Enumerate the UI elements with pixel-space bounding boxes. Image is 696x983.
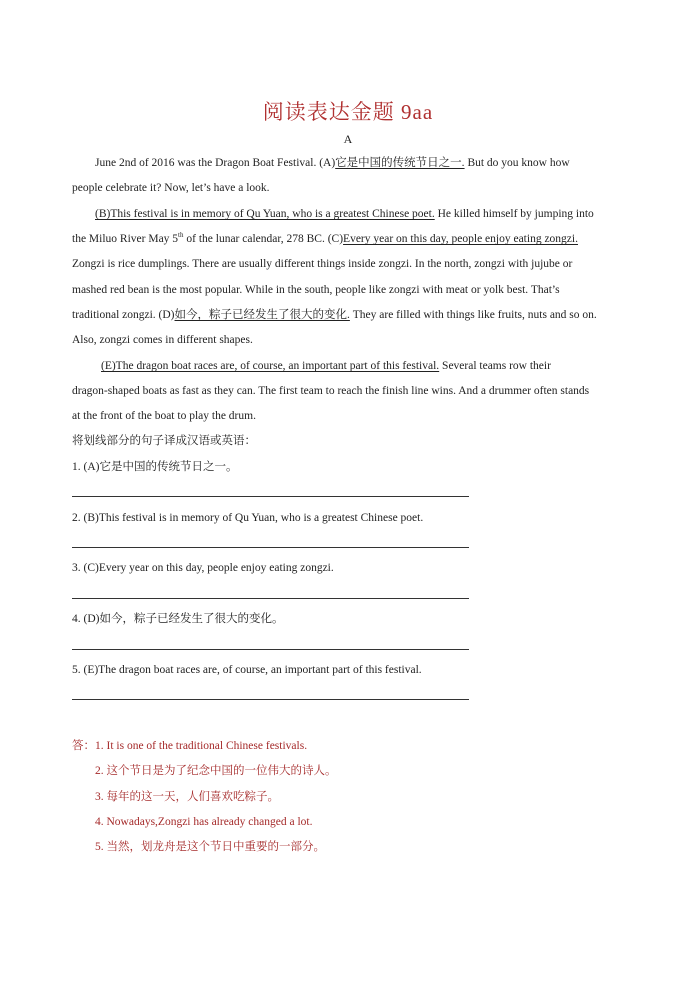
question-item: 3. (C)Every year on this day, people enjoy eating zongzi. (72, 562, 334, 574)
answer-1: 答：1. It is one of the traditional Chinese festivals. (72, 740, 308, 752)
underlined-sentence-b: (B)This festival is in memory of Qu Yuan, who is a greatest Chinese poet. (95, 208, 435, 220)
passage-line-9: (E)The dragon boat races are, of course, an important part of this festival. Several teams row their (101, 360, 551, 372)
answer-4: 4. Nowadays,Zongzi has already changed a lot. (95, 816, 313, 828)
answer-blank-line (72, 496, 469, 497)
answer-3: 3. 每年的这一天，人们喜欢吃粽子。 (95, 791, 279, 803)
underlined-sentence-c: Every year on this day, people enjoy eating zongzi. (343, 233, 578, 245)
passage-line-10: dragon-shaped boats as fast as they can. The first team to reach the finish line wins. And a drummer often stands (72, 385, 590, 397)
answer-2: 2. 这个节日是为了纪念中国的一位伟大的诗人。 (95, 765, 337, 777)
passage-line-8: Also, zongzi comes in different shapes. (72, 334, 253, 346)
answer-5: 5. 当然，划龙舟是这个节日中重要的一部分。 (95, 841, 325, 853)
section-label: A (343, 132, 353, 146)
passage-line-2: people celebrate it? Now, let’s have a look. (72, 182, 270, 194)
underlined-sentence-e: (E)The dragon boat races are, of course, an important part of this festival. (101, 360, 440, 372)
question-item: 2. (B)This festival is in memory of Qu Yuan, who is a greatest Chinese poet. (72, 512, 424, 524)
answer-label: 答： (72, 740, 95, 752)
passage-line-11: at the front of the boat to play the drum. (72, 410, 256, 422)
instruction-text: 将划线部分的句子译成汉语或英语： (72, 435, 256, 447)
question-item: 4. (D)如今，粽子已经发生了很大的变化。 (72, 613, 284, 625)
passage-line-4: the Miluo River May 5th of the lunar calendar, 278 BC. (C)Every year on this day, people enjoy eating zongzi. (72, 231, 578, 245)
answer-blank-line (72, 547, 469, 548)
question-item: 1. (A)它是中国的传统节日之一。 (72, 461, 238, 473)
page-title: 阅读表达金题 9aa (262, 100, 434, 124)
passage-line-6: mashed red bean is the most popular. While in the south, people like zongzi with meat or yolk best. That’s (72, 284, 560, 296)
answer-blank-line (72, 649, 469, 650)
passage-line-5: Zongzi is rice dumplings. There are usually different things inside zongzi. In the north, zongzi with jujube or (72, 258, 573, 270)
answer-blank-line (72, 699, 469, 700)
passage-line-3: (B)This festival is in memory of Qu Yuan, who is a greatest Chinese poet. He killed himself by jumping into (95, 208, 594, 220)
underlined-sentence-a: 它是中国的传统节日之一. (335, 157, 465, 169)
passage-line-1: June 2nd of 2016 was the Dragon Boat Festival. (A)它是中国的传统节日之一. But do you know how (95, 157, 570, 169)
passage-line-7: traditional zongzi. (D)如今，粽子已经发生了很大的变化. They are filled with things like fruits, nuts and so on. (72, 309, 597, 321)
answer-blank-line (72, 598, 469, 599)
question-item: 5. (E)The dragon boat races are, of course, an important part of this festival. (72, 664, 422, 676)
underlined-sentence-d: 如今，粽子已经发生了很大的变化. (174, 309, 350, 321)
